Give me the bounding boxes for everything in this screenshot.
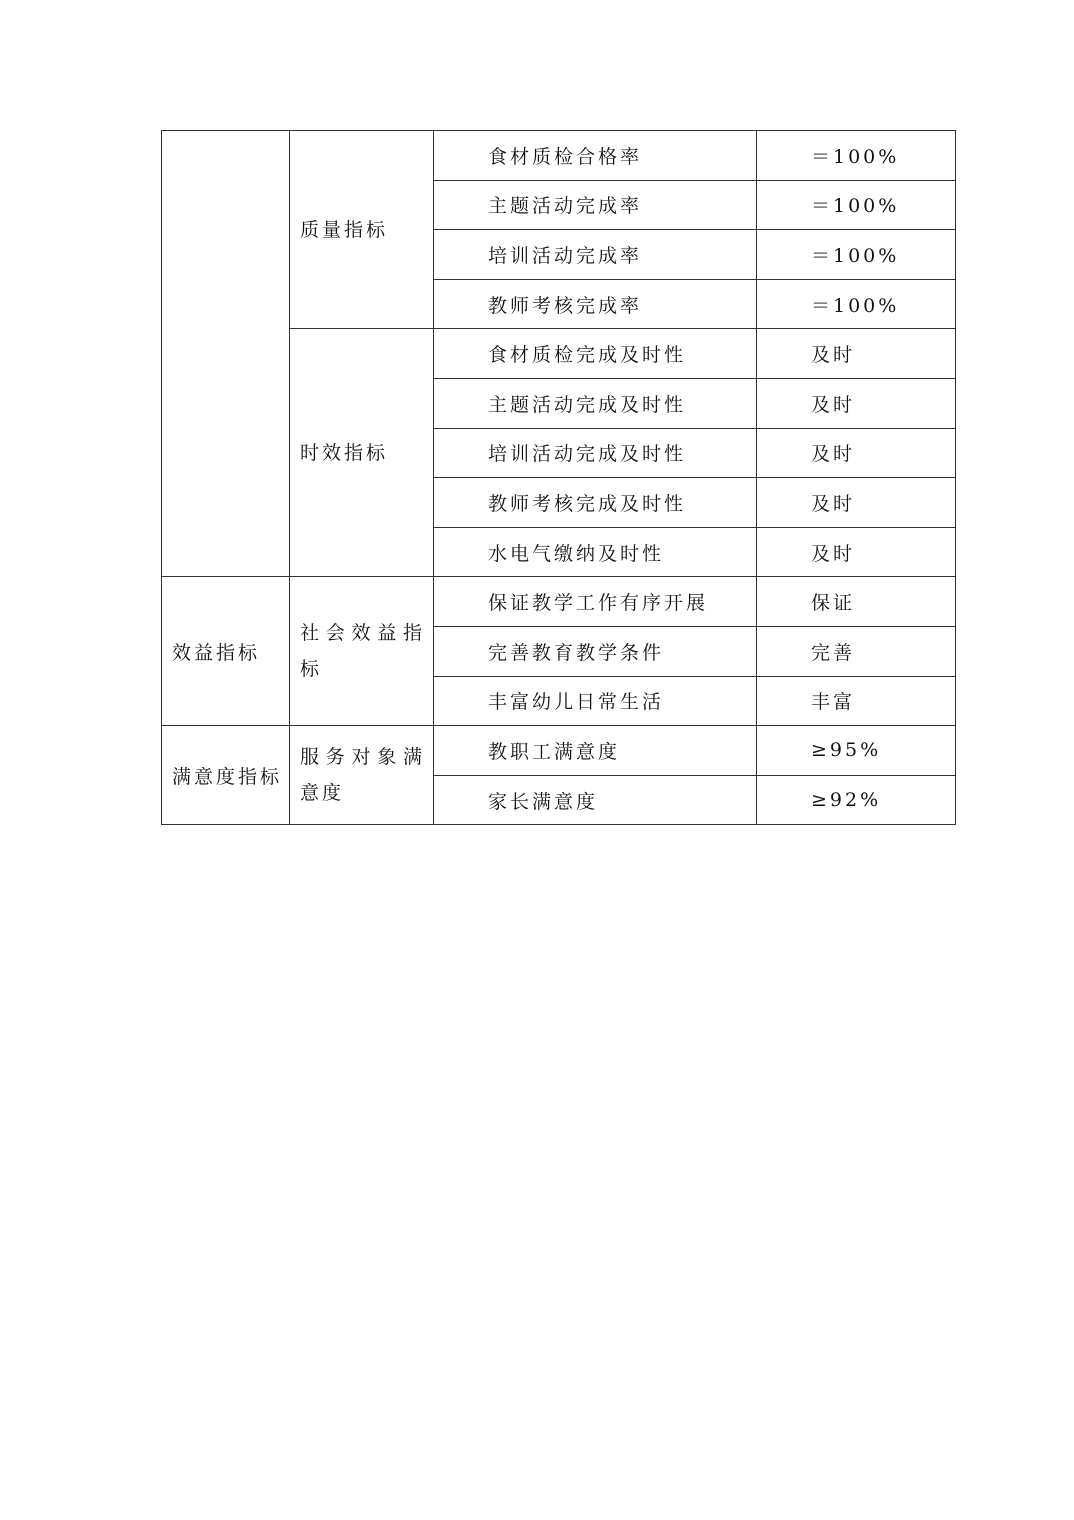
level2-cell-social-benefit: 社会效益指标 [290,577,434,726]
indicator-name: 食材质检合格率 [434,131,757,181]
indicator-value: ＝100% [757,131,956,181]
indicator-value: 及时 [757,378,956,428]
indicator-name: 完善教育教学条件 [434,626,757,676]
indicator-name: 食材质检完成及时性 [434,329,757,379]
indicator-name: 教职工满意度 [434,726,757,776]
indicator-name: 教师考核完成率 [434,279,757,329]
indicator-value: 及时 [757,428,956,478]
indicator-value: ＝100% [757,230,956,280]
indicator-value: ＝100% [757,279,956,329]
indicator-value: 及时 [757,527,956,577]
indicator-name: 主题活动完成及时性 [434,378,757,428]
indicator-value: 及时 [757,478,956,528]
indicator-value: ≥92% [757,775,956,825]
indicator-name: 保证教学工作有序开展 [434,577,757,627]
indicator-name: 水电气缴纳及时性 [434,527,757,577]
indicator-value: 丰富 [757,676,956,726]
table-row [162,577,956,627]
level1-cell-output [162,131,290,577]
level2-cell-quality: 质量指标 [290,131,434,329]
indicator-value: 保证 [757,577,956,627]
level2-cell-service-satisfaction: 服务对象满意度 [290,726,434,825]
indicator-value: ＝100% [757,180,956,230]
table-row [162,726,956,776]
table-row [162,131,956,181]
indicator-name: 丰富幼儿日常生活 [434,676,757,726]
indicator-value: 完善 [757,626,956,676]
level1-cell-satisfaction: 满意度指标 [162,726,290,825]
indicator-value: ≥95% [757,726,956,776]
indicator-name: 主题活动完成率 [434,180,757,230]
indicator-name: 培训活动完成率 [434,230,757,280]
level2-cell-timeliness: 时效指标 [290,329,434,577]
performance-indicator-table [161,130,956,825]
indicator-name: 教师考核完成及时性 [434,478,757,528]
indicator-name: 培训活动完成及时性 [434,428,757,478]
level1-cell-benefit: 效益指标 [162,577,290,726]
indicator-value: 及时 [757,329,956,379]
indicator-name: 家长满意度 [434,775,757,825]
